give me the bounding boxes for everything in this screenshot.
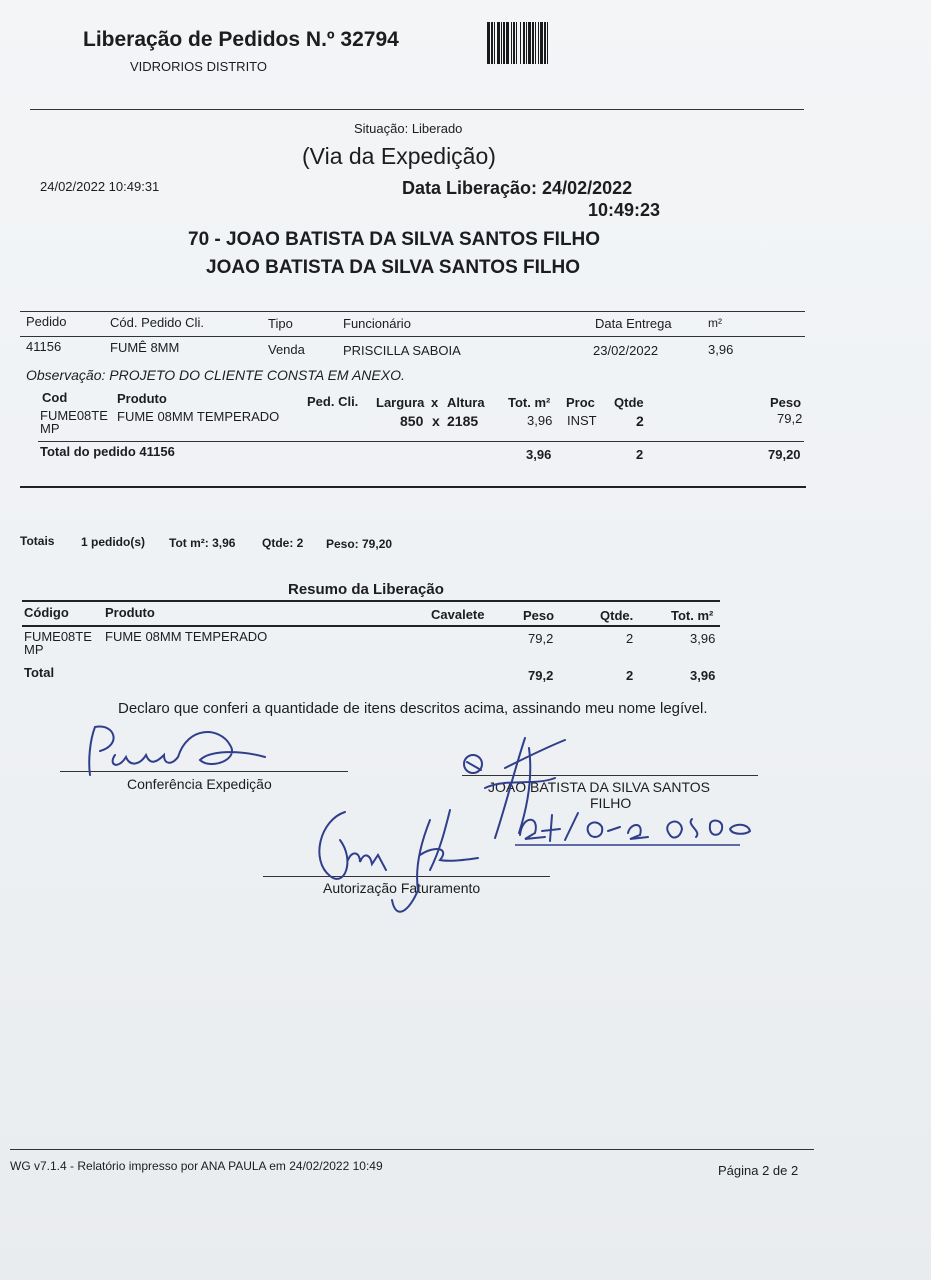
item-proc: INST: [567, 413, 597, 428]
item-x: x: [432, 413, 440, 429]
footer-print-info: WG v7.1.4 - Relatório impresso por ANA PAULA em 24/02/2022 10:49: [10, 1159, 383, 1173]
order-observation: Observação: PROJETO DO CLIENTE CONSTA EM ANEXO.: [26, 367, 405, 383]
item-largura: 850: [400, 413, 424, 429]
totals-qtde: Qtde: 2: [262, 536, 304, 550]
barcode-bar: [548, 22, 550, 64]
item-qtde: 2: [636, 413, 644, 429]
items-total-rule: [38, 441, 804, 442]
order-block-bottom-rule: [20, 486, 806, 488]
declaration-text: Declaro que conferi a quantidade de itens descritos acima, assinando meu nome legível.: [118, 700, 708, 717]
company-name: VIDRORIOS DISTRITO: [130, 59, 267, 74]
item-cod-line1: FUME08TE: [40, 408, 108, 423]
via-label: (Via da Expedição): [302, 143, 496, 169]
items-header-largura: Largura: [376, 395, 425, 410]
item-cod-line2: MP: [40, 421, 60, 436]
client-signature-name-line2: FILHO: [590, 795, 632, 811]
order-header-rule: [20, 336, 805, 337]
summary-produto: FUME 08MM TEMPERADO: [105, 629, 268, 644]
order-tipo: Venda: [268, 342, 305, 357]
status-text: Situação: Liberado: [354, 121, 463, 136]
summary-total-peso: 79,2: [528, 668, 554, 683]
summary-tot-m2: 3,96: [690, 631, 716, 646]
order-total-peso: 79,20: [768, 447, 801, 462]
order-m2: 3,96: [708, 342, 734, 357]
client-name: JOAO BATISTA DA SILVA SANTOS FILHO: [206, 257, 581, 278]
item-tot-m2: 3,96: [527, 413, 553, 428]
order-header-m2: m²: [708, 316, 722, 330]
summary-cod-line2: MP: [24, 642, 44, 657]
header-divider: [30, 109, 804, 110]
handwritten-signature-conferencia: [60, 715, 280, 785]
summary-header-rule: [22, 625, 720, 627]
order-total-qtde: 2: [636, 447, 644, 462]
order-total-label: Total do pedido 41156: [40, 444, 175, 459]
order-header-tipo: Tipo: [268, 316, 293, 331]
items-header-ped-cli: Ped. Cli.: [307, 394, 359, 409]
summary-header-produto: Produto: [105, 605, 155, 620]
handwritten-signature-autorizacao: [300, 800, 500, 922]
item-produto: FUME 08MM TEMPERADO: [117, 409, 280, 424]
totals-peso: Peso: 79,20: [326, 537, 393, 551]
totals-m2: Tot m²: 3,96: [169, 536, 236, 550]
totals-label: Totais: [20, 534, 55, 548]
summary-header-tot-m2: Tot. m²: [671, 608, 714, 623]
items-header-x: x: [431, 395, 439, 410]
item-altura: 2185: [447, 413, 479, 429]
conferencia-label: Conferência Expedição: [127, 776, 272, 792]
footer-page-number: Página 2 de 2: [718, 1163, 799, 1178]
summary-peso: 79,2: [528, 631, 554, 646]
items-header-altura: Altura: [447, 395, 485, 410]
footer-rule: [10, 1149, 814, 1150]
order-pedido: 41156: [26, 339, 62, 354]
order-header-funcionario: Funcionário: [343, 316, 411, 331]
barcode: [487, 22, 623, 64]
summary-qtde: 2: [626, 631, 634, 646]
order-cod-cli: FUMÊ 8MM: [110, 340, 180, 355]
items-header-produto: Produto: [117, 391, 167, 406]
document-title: Liberação de Pedidos N.º 32794: [83, 28, 399, 51]
autorizacao-label: Autorização Faturamento: [323, 880, 481, 896]
summary-cod-line1: FUME08TE: [24, 629, 92, 644]
summary-total-m2: 3,96: [690, 668, 716, 683]
summary-header-qtde: Qtde.: [600, 608, 634, 623]
summary-header-peso: Peso: [523, 608, 555, 623]
order-funcionario: PRISCILLA SABOIA: [343, 343, 461, 358]
summary-header-codigo: Código: [24, 605, 69, 620]
handwritten-date: [510, 805, 760, 850]
printed-timestamp: 24/02/2022 10:49:31: [40, 179, 160, 194]
items-header-tot-m2: Tot. m²: [508, 395, 551, 410]
summary-total-label: Total: [24, 665, 55, 680]
order-table-top-rule: [20, 311, 805, 312]
order-total-m2: 3,96: [526, 447, 552, 462]
summary-top-rule: [22, 600, 720, 602]
items-header-qtde: Qtde: [614, 395, 644, 410]
client-code-name: 70 - JOAO BATISTA DA SILVA SANTOS FILHO: [188, 229, 601, 250]
order-header-cod-cli: Cód. Pedido Cli.: [110, 315, 204, 330]
client-signature-name-line1: JOAO BATISTA DA SILVA SANTOS: [488, 779, 710, 795]
items-header-peso: Peso: [770, 395, 802, 410]
item-peso: 79,2: [777, 411, 803, 426]
items-header-proc: Proc: [566, 395, 595, 410]
items-header-cod: Cod: [42, 390, 68, 405]
release-date: Data Liberação: 24/02/2022: [402, 178, 633, 198]
summary-header-cavalete: Cavalete: [431, 607, 485, 622]
order-header-pedido: Pedido: [26, 314, 67, 329]
release-time: 10:49:23: [588, 200, 661, 220]
totals-pedidos: 1 pedido(s): [81, 535, 146, 549]
summary-total-qtde: 2: [626, 668, 634, 683]
order-data-entrega: 23/02/2022: [593, 343, 659, 358]
summary-title: Resumo da Liberação: [288, 581, 444, 598]
order-header-data-entrega: Data Entrega: [595, 316, 672, 331]
